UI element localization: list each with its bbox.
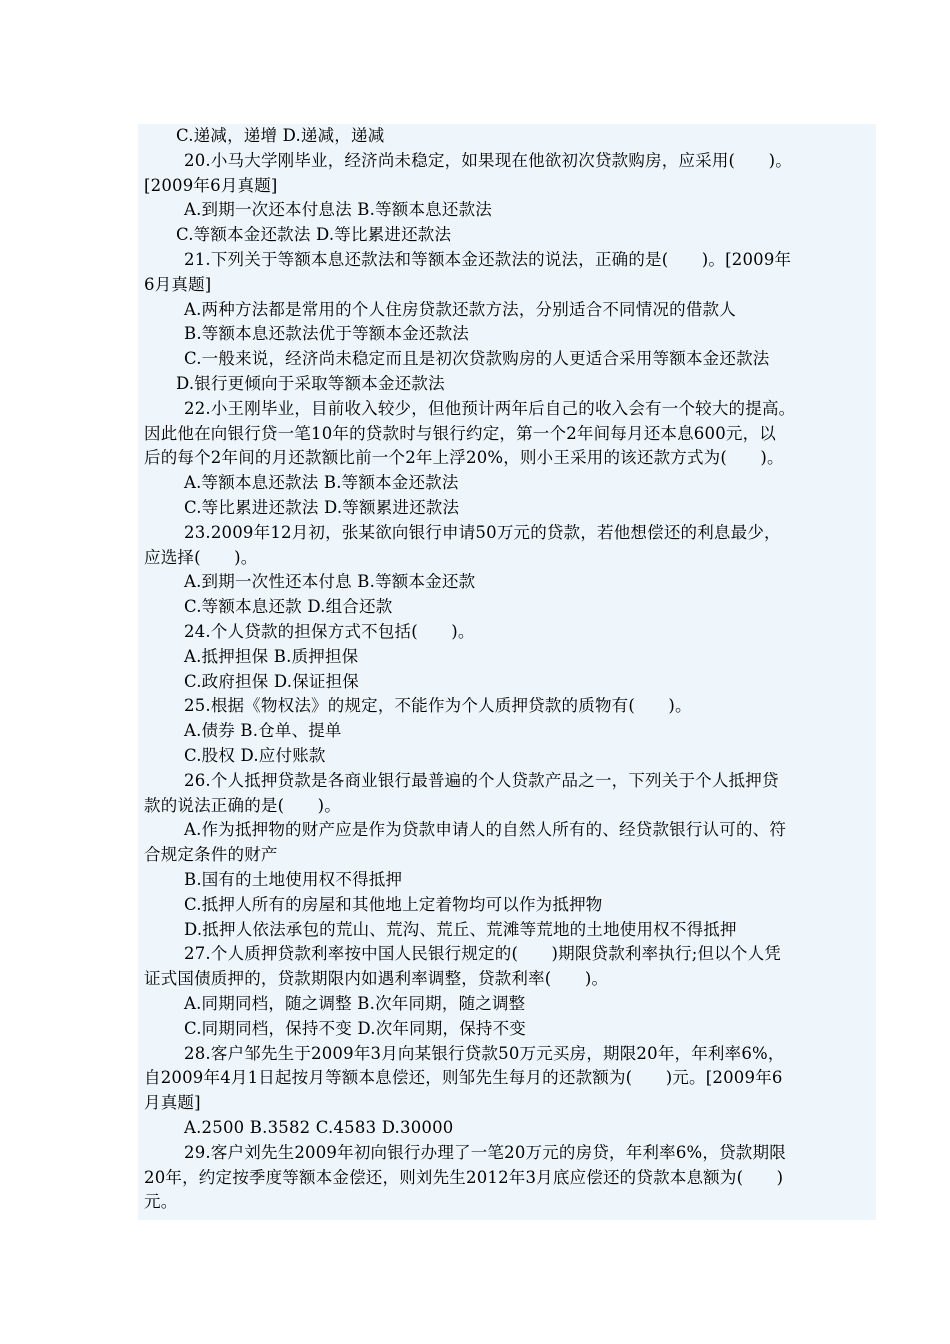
text-line: 款的说法正确的是( )。 xyxy=(144,795,341,815)
text-line: A.债券 B.仓单、提单 xyxy=(184,721,342,741)
text-line: C.抵押人所有的房屋和其他地上定着物均可以作为抵押物 xyxy=(184,894,603,914)
text-line: 29.客户刘先生2009年初向银行办理了一笔20万元的房贷，年利率6%，贷款期限 xyxy=(184,1142,786,1162)
text-line: 月真题] xyxy=(144,1093,201,1113)
text-line: C.同期同档，保持不变 D.次年同期，保持不变 xyxy=(184,1018,527,1038)
document-page xyxy=(138,124,876,1220)
text-line: C.等额本金还款法 D.等比累进还款法 xyxy=(176,225,452,245)
text-line: C.等额本息还款 D.组合还款 xyxy=(184,597,393,617)
text-line: A.等额本息还款法 B.等额本金还款法 xyxy=(184,473,459,493)
text-line: C.一般来说，经济尚未稳定而且是初次贷款购房的人更适合采用等额本金还款法 xyxy=(184,349,770,369)
text-line: A.2500 B.3582 C.4583 D.30000 xyxy=(184,1118,454,1137)
text-line: 24.个人贷款的担保方式不包括( )。 xyxy=(184,622,475,641)
text-line: 20.小马大学刚毕业，经济尚未稳定，如果现在他欲初次贷款购房，应采用( )。 xyxy=(184,150,792,170)
text-line: 26.个人抵押贷款是各商业银行最普遍的个人贷款产品之一，下列关于个人抵押贷 xyxy=(184,770,779,790)
text-line: A.到期一次还本付息法 B.等额本息还款法 xyxy=(184,200,492,220)
text-line: 27.个人质押贷款利率按中国人民银行规定的( )期限贷款利率执行;但以个人凭 xyxy=(184,944,781,964)
text-line: 后的每个2年间的月还款额比前一个2年上浮20%，则小王采用的该还款方式为( )。 xyxy=(144,448,784,468)
text-line: A.抵押担保 B.质押担保 xyxy=(184,646,359,666)
text-line: 因此他在向银行贷一笔10年的贷款时与银行约定，第一个2年间每月还本息600元，以 xyxy=(144,423,776,443)
text-line: A.到期一次性还本付息 B.等额本金还款 xyxy=(184,572,476,592)
text-line: D.银行更倾向于采取等额本金还款法 xyxy=(176,374,445,393)
text-line: 23.2009年12月初，张某欲向银行申请50万元的贷款，若他想偿还的利息最少， xyxy=(184,522,781,542)
text-line: A.两种方法都是常用的个人住房贷款还款方法，分别适合不同情况的借款人 xyxy=(184,299,736,319)
text-line: D.抵押人依法承包的荒山、荒沟、荒丘、荒滩等荒地的土地使用权不得抵押 xyxy=(184,919,737,939)
text-line: 证式国债质押的，贷款期限内如遇利率调整，贷款利率( )。 xyxy=(144,969,609,989)
text-line: 合规定条件的财产 xyxy=(144,845,278,865)
text-line: 元。 xyxy=(144,1192,178,1212)
text-line: C.政府担保 D.保证担保 xyxy=(184,671,360,691)
text-line: 22.小王刚毕业，目前收入较少，但他预计两年后自己的收入会有一个较大的提高。 xyxy=(184,398,796,418)
text-line: C.等比累进还款法 D.等额累进还款法 xyxy=(184,498,460,517)
text-line: C.股权 D.应付账款 xyxy=(184,746,326,765)
text-line: 28.客户邹先生于2009年3月向某银行贷款50万元买房，期限20年，年利率6%， xyxy=(184,1043,785,1063)
text-line: B.等额本息还款法优于等额本金还款法 xyxy=(184,324,469,344)
text-line: 自2009年4月1日起按月等额本息偿还，则邹先生每月的还款额为( )元。[2009年6 xyxy=(144,1068,783,1088)
text-line: 6月真题] xyxy=(144,274,212,294)
text-line: 21.下列关于等额本息还款法和等额本金还款法的说法，正确的是( )。[2009年 xyxy=(184,250,792,269)
text-line: 应选择( )。 xyxy=(144,547,258,567)
text-line: 20年，约定按季度等额本金偿还，则刘先生2012年3月底应偿还的贷款本息额为( ) xyxy=(144,1167,784,1187)
text-line: A.作为抵押物的财产应是作为贷款申请人的自然人所有的、经贷款银行认可的、符 xyxy=(184,820,787,840)
text-line: B.国有的土地使用权不得抵押 xyxy=(184,870,403,889)
text-line: 25.根据《物权法》的规定，不能作为个人质押贷款的质物有( )。 xyxy=(184,696,692,716)
text-line: A.同期同档，随之调整 B.次年同期，随之调整 xyxy=(184,994,526,1013)
text-line: [2009年6月真题] xyxy=(144,175,278,195)
text-line: C.递减，递增 D.递减，递减 xyxy=(176,126,385,145)
